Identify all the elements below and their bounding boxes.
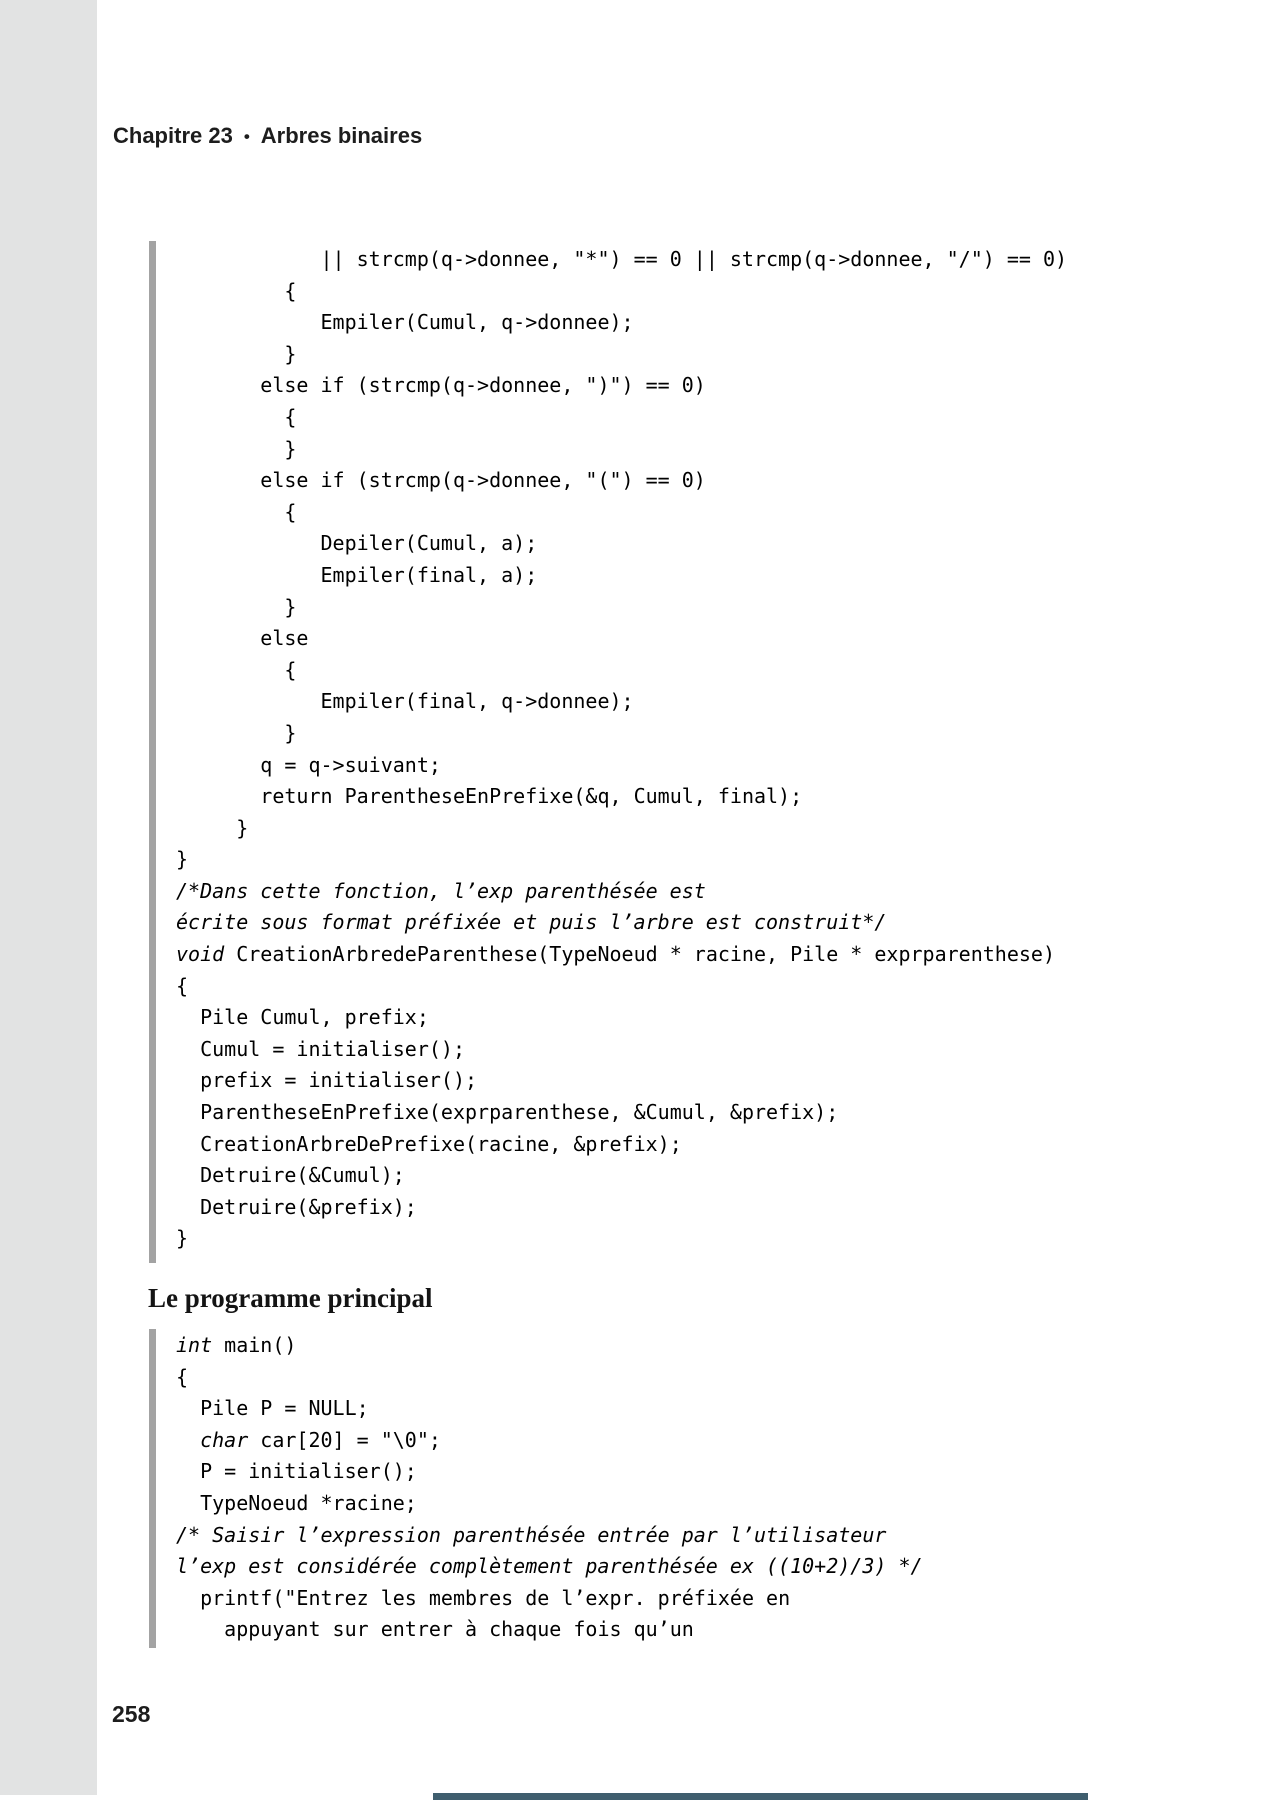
code-line: else if (strcmp(q->donnee, ")") == 0)	[260, 373, 706, 398]
code-line: {	[284, 404, 297, 429]
code-line: printf("Entrez les membres de l’expr. préfixée en	[200, 1585, 791, 1610]
code-line: prefix = initialiser();	[200, 1068, 478, 1093]
code-line: char car[20] = "\0";	[200, 1427, 441, 1452]
left-page-gutter	[0, 0, 97, 1795]
code-line: {	[284, 657, 297, 682]
code-line: Empiler(Cumul, q->donnee);	[320, 310, 634, 335]
code-line: Cumul = initialiser();	[200, 1036, 465, 1061]
code-line: {	[284, 499, 297, 524]
code-line: l’exp est considérée complètement parenthésée ex ((10+2)/3) */	[176, 1554, 923, 1579]
bullet-separator: •	[243, 127, 250, 146]
code-line: void CreationArbredeParenthese(TypeNoeud * racine, Pile * exprparenthese)	[176, 942, 1056, 967]
section-heading: Le programme principal	[148, 1283, 433, 1313]
code-line: }	[284, 594, 297, 619]
code-line: Empiler(final, q->donnee);	[320, 689, 634, 714]
code-line: Pile P = NULL;	[200, 1396, 369, 1421]
code-line: Pile Cumul, prefix;	[200, 1005, 429, 1030]
code-block-rule	[149, 1329, 156, 1648]
code-line: }	[284, 436, 297, 461]
code-line: }	[236, 815, 249, 840]
code-line: CreationArbreDePrefixe(racine, &prefix);	[200, 1131, 682, 1156]
code-line: }	[284, 341, 297, 366]
code-line: Empiler(final, a);	[320, 562, 538, 587]
code-line: int main()	[176, 1333, 297, 1357]
code-block-paren-to-prefix	[149, 241, 1149, 1263]
code-lines	[176, 244, 1067, 1255]
code-line: || strcmp(q->donnee, "*") == 0 || strcmp(q->donnee, "/") == 0)	[320, 247, 1068, 271]
code-line: Detruire(&prefix);	[200, 1194, 417, 1219]
code-line: }	[284, 720, 297, 745]
code-block-main-program	[149, 1329, 1149, 1648]
chapter-header	[113, 123, 422, 149]
code-line: P = initialiser();	[200, 1459, 417, 1484]
code-line: Depiler(Cumul, a);	[320, 531, 538, 556]
code-line: else if (strcmp(q->donnee, "(") == 0)	[260, 468, 706, 493]
code-line: /*Dans cette fonction, l’exp parenthésée est	[176, 878, 706, 903]
code-line: appuyant sur entrer à chaque fois qu’un	[224, 1617, 694, 1642]
horizontal-scrollbar-thumb[interactable]	[433, 1793, 1088, 1800]
chapter-number: Chapitre 23	[113, 123, 233, 148]
code-line: }	[176, 847, 189, 872]
code-block-rule	[149, 241, 156, 1263]
code-line: ParentheseEnPrefixe(exprparenthese, &Cumul, &prefix);	[200, 1100, 839, 1125]
page-number: 258	[112, 1701, 151, 1727]
code-line: Detruire(&Cumul);	[200, 1163, 405, 1188]
code-lines	[176, 1330, 923, 1646]
code-line: else	[260, 626, 309, 651]
code-line: q = q->suivant;	[260, 752, 441, 777]
code-line: /* Saisir l’expression parenthésée entrée par l’utilisateur	[176, 1522, 887, 1547]
code-line: }	[176, 1226, 189, 1251]
code-line: {	[176, 1364, 189, 1389]
code-line: return ParentheseEnPrefixe(&q, Cumul, final);	[260, 784, 803, 809]
code-line: {	[284, 278, 297, 303]
chapter-title: Arbres binaires	[260, 123, 423, 148]
code-line: écrite sous format préfixée et puis l’arbre est construit*/	[176, 910, 887, 935]
code-line: {	[176, 973, 189, 998]
code-line: TypeNoeud *racine;	[200, 1490, 417, 1515]
